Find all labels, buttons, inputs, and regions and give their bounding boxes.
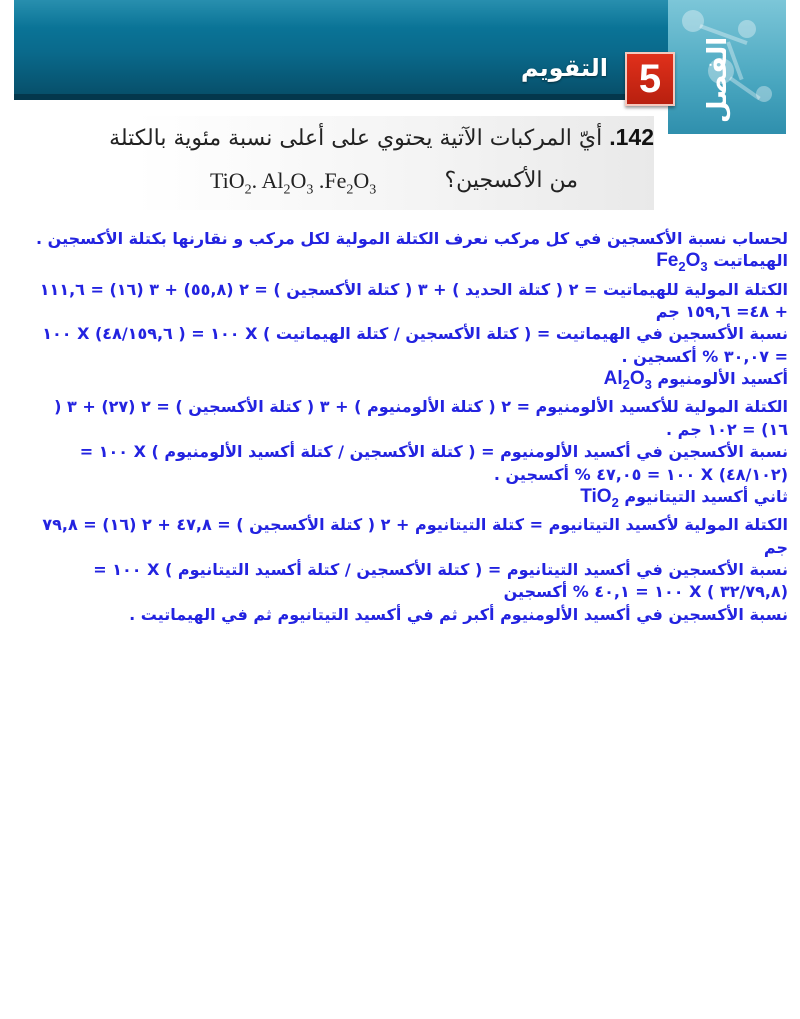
question-line-2: من الأكسجين؟: [444, 168, 578, 193]
chapter-number: 5: [638, 57, 662, 101]
titania-heading: ثاني أكسيد التيتانيوم TiO$_2$: [30, 486, 788, 514]
chapter-number-badge: [625, 52, 675, 106]
alumina-formula: $Al_2O_3$: [603, 368, 652, 393]
question-line-1: [109, 124, 654, 151]
answer-block: [30, 228, 788, 626]
hematite-molar-mass: الكتلة المولية للهيماتيت = ٢ ( كتلة الحديد ) + ٣ ( كتلة الأكسجين ) = ٢ (٥٥,٨) + ٣ (١٦) = ١١١,٦ + ٤٨= ١٥٩,٦ جم: [39, 279, 788, 322]
section-title: التقويم: [520, 54, 608, 82]
titania-percent: نسبة الأكسجين في أكسيد التيتانيوم = ( كتلة الأكسجين / كتلة أكسيد التيتانيوم ) X ١٠٠ = (٣٢/٧٩,٨ ) X ١٠٠ = ٤٠,١ % أكسجين: [93, 560, 788, 602]
question-text-1: أيّ المركبات الآتية يحتوي على أعلى نسبة مئوية بالكتلة: [109, 126, 603, 151]
alumina-molar-mass: الكتلة المولية للأكسيد الألومنيوم = ٢ ( كتلة الألومنيوم ) + ٣ ( كتلة الأكسجين ) = ٢ (٢٧) + ٣ ( ١٦) = ١٠٢ جم .: [54, 397, 788, 439]
alumina-percent: نسبة الأكسجين في أكسيد الألومنيوم = ( كتلة الأكسجين / كتلة أكسيد الألومنيوم ) X ١٠٠ = (٤٨/١٠٢) X ١٠٠ = ٤٧,٠٥ % أكسجين .: [79, 442, 788, 484]
question-formulas: TiO$_2$. $Al_2O_3$ $.Fe_2O_3$: [210, 168, 377, 198]
hematite-formula: $Fe_2O_3$: [656, 250, 708, 275]
titania-molar-mass: الكتلة المولية لأكسيد التيتانيوم = كتلة التيتانيوم + ٢ ( كتلة الأكسجين ) = ٤٧,٨ + ٢ (١٦) = ٧٩,٨ جم: [42, 515, 788, 557]
hematite-percent: نسبة الأكسجين في الهيماتيت = ( كتلة الأكسجين / كتلة الهيماتيت ) X ١٠٠ = ( ٤٨/١٥٩,٦) X ١٠٠ = ٣٠,٠٧ % أكسجين .: [42, 324, 788, 366]
answer-intro: لحساب نسبة الأكسجين في كل مركب نعرف الكتلة المولية لكل مركب و نقارنها بكتلة الأكسجين .: [36, 229, 788, 248]
chapter-label: الفصل: [703, 36, 733, 124]
titania-formula: TiO$_2$: [580, 486, 619, 510]
hematite-heading: الهيماتيت $Fe_2O_3$: [30, 250, 788, 278]
banner-shine: [14, 0, 668, 28]
answer-conclusion: نسبة الأكسجين في أكسيد الألومنيوم أكبر ثم في أكسيد التيتانيوم ثم في الهيماتيت .: [129, 604, 788, 624]
question-number: 142.: [609, 124, 654, 150]
alumina-heading: أكسيد الألومنيوم $Al_2O_3$: [30, 368, 788, 396]
